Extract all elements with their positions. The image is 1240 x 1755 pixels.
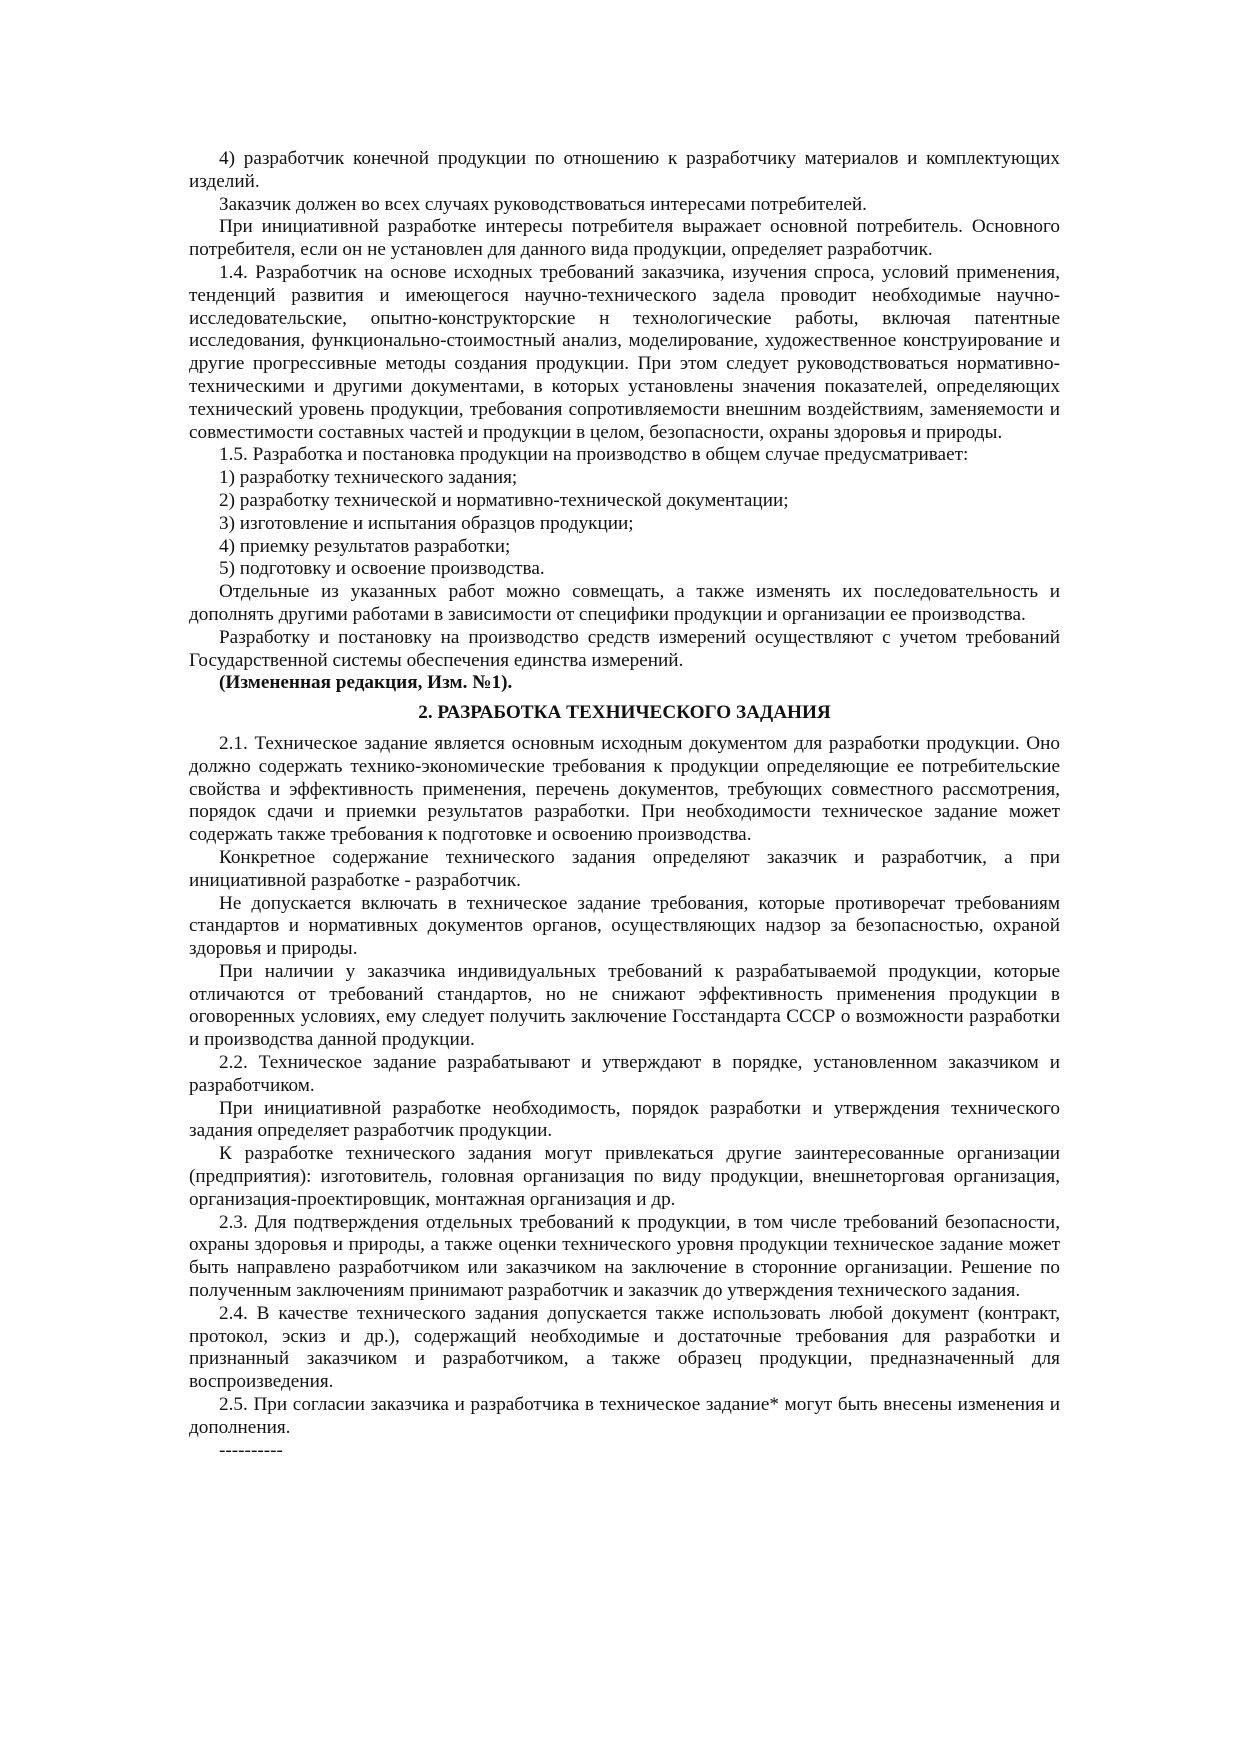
paragraph-item-4-developer: 4) разработчик конечной продукции по отношению к разработчику материалов и комплектующих изделий. (189, 148, 1060, 192)
paragraph-2-2: 2.2. Техническое задание разрабатывают и утверждают в порядке, установленном заказчиком и разработчиком. (189, 1052, 1060, 1096)
paragraph-1-4: 1.4. Разработчик на основе исходных требований заказчика, изучения спроса, условий применения, тенденций развития и имеющегося научно-технического задела проводит необходимые научно-исследовательские, опытно-конструкторские н технологические работы, включая патентные исследования, функционально-стоимостный анализ, моделирование, художественное конструирование и другие прогрессивные методы создания продукции. При этом следует руководствоваться нормативно-техническими и другими документами, в которых установлены значения показателей, определяющих технический уровень продукции, требования сопротивляемости внешним воздействиям, заменяемости и совместимости составных частей и продукции в целом, безопасности, охраны здоровья и природы. (189, 261, 1060, 443)
paragraph-2-1: 2.1. Техническое задание является основным исходным документом для разработки продукции. Оно должно содержать технико-экономические требования к продукции определяющие ее потребительские свойства и эффективность применения, перечень документов, требующих совместного рассмотрения, порядок сдачи и приемки результатов разработки. При необходимости техническое задание может содержать также требования к подготовке и освоению производства. (189, 732, 1060, 846)
paragraph-1-5: 1.5. Разработка и постановка продукции на производство в общем случае предусматривает: (219, 444, 969, 466)
footnote-separator: ---------- (219, 1439, 283, 1461)
paragraph-initiative-tz: При инициативной разработке необходимость, порядок разработки и утверждения технического задания определяет разработчик продукции. (189, 1097, 1060, 1142)
paragraph-individual-requirements: При наличии у заказчика индивидуальных требований к разрабатываемой продукции, которые отличаются от требований стандартов, но не снижают эффективность применения продукции в оговоренных условиях, ему следует получить заключение Госстандарта СССР о возможности разработки и производства данной продукции. (189, 960, 1060, 1051)
paragraph-2-3: 2.3. Для подтверждения отдельных требований к продукции, в том числе требований безопасности, охраны здоровья и природы, а также оценки технического уровня продукции техническое задание может быть направлено разработчиком или заказчиком на заключение в сторонние организации. Решение по полученным заключениям принимают разработчик и заказчик до утверждения технического задания. (189, 1211, 1060, 1302)
list-item-1: 1) разработку технического задания; (219, 467, 518, 489)
paragraph-2-4: 2.4. В качестве технического задания допускается также использовать любой документ (контракт, протокол, эскиз и др.), содержащий необходимые и достаточные требования для разработки и признанный заказчиком и разработчиком, а также образец продукции, предназначенный для воспроизведения. (189, 1302, 1060, 1393)
paragraph-initiative-development: При инициативной разработке интересы потребителя выражает основной потребитель. Основного потребителя, если он не установлен для данного вида продукции, определяет разработчик. (189, 216, 1060, 261)
paragraph-customer-interests: Заказчик должен во всех случаях руководствоваться интересами потребителей. (219, 193, 867, 215)
paragraph-not-allowed: Не допускается включать в техническое задание требования, которые противоречат требованиям стандартов и нормативных документов органов, осуществляющих надзор за безопасностью, охраной здоровья и природы. (189, 892, 1060, 960)
paragraph-measuring-instruments: Разработку и постановку на производство средств измерений осуществляют с учетом требований Государственной системы обеспечения единства измерений. (189, 626, 1060, 671)
list-item-4: 4) приемку результатов разработки; (219, 535, 511, 557)
paragraph-other-organizations: К разработке технического задания могут привлекаться другие заинтересованные организации (предприятия): изготовитель, головная организация по виду продукции, внешнеторговая организация, организация-проектировщик, монтажная организация и др. (189, 1143, 1060, 1210)
list-item-2: 2) разработку технической и нормативно-технической документации; (219, 489, 789, 511)
paragraph-2-5: 2.5. При согласии заказчика и разработчика в техническое задание* могут быть внесены изменения и дополнения. (189, 1394, 1060, 1438)
section-heading: 2. РАЗРАБОТКА ТЕХНИЧЕСКОГО ЗАДАНИЯ (418, 702, 831, 724)
list-item-3: 3) изготовление и испытания образцов продукции; (219, 512, 634, 534)
list-item-5: 5) подготовку и освоение производства. (219, 558, 545, 580)
amendment-note: (Измененная редакция, Изм. №1). (219, 672, 513, 694)
paragraph-specific-content: Конкретное содержание технического задания определяют заказчик и разработчик, а при инициативной разработке - разработчик. (189, 846, 1060, 891)
paragraph-combine-works: Отдельные из указанных работ можно совмещать, а также изменять их последовательность и дополнять другими работами в зависимости от специфики продукции и организации ее производства. (189, 581, 1060, 625)
document-page (189, 148, 1060, 1462)
